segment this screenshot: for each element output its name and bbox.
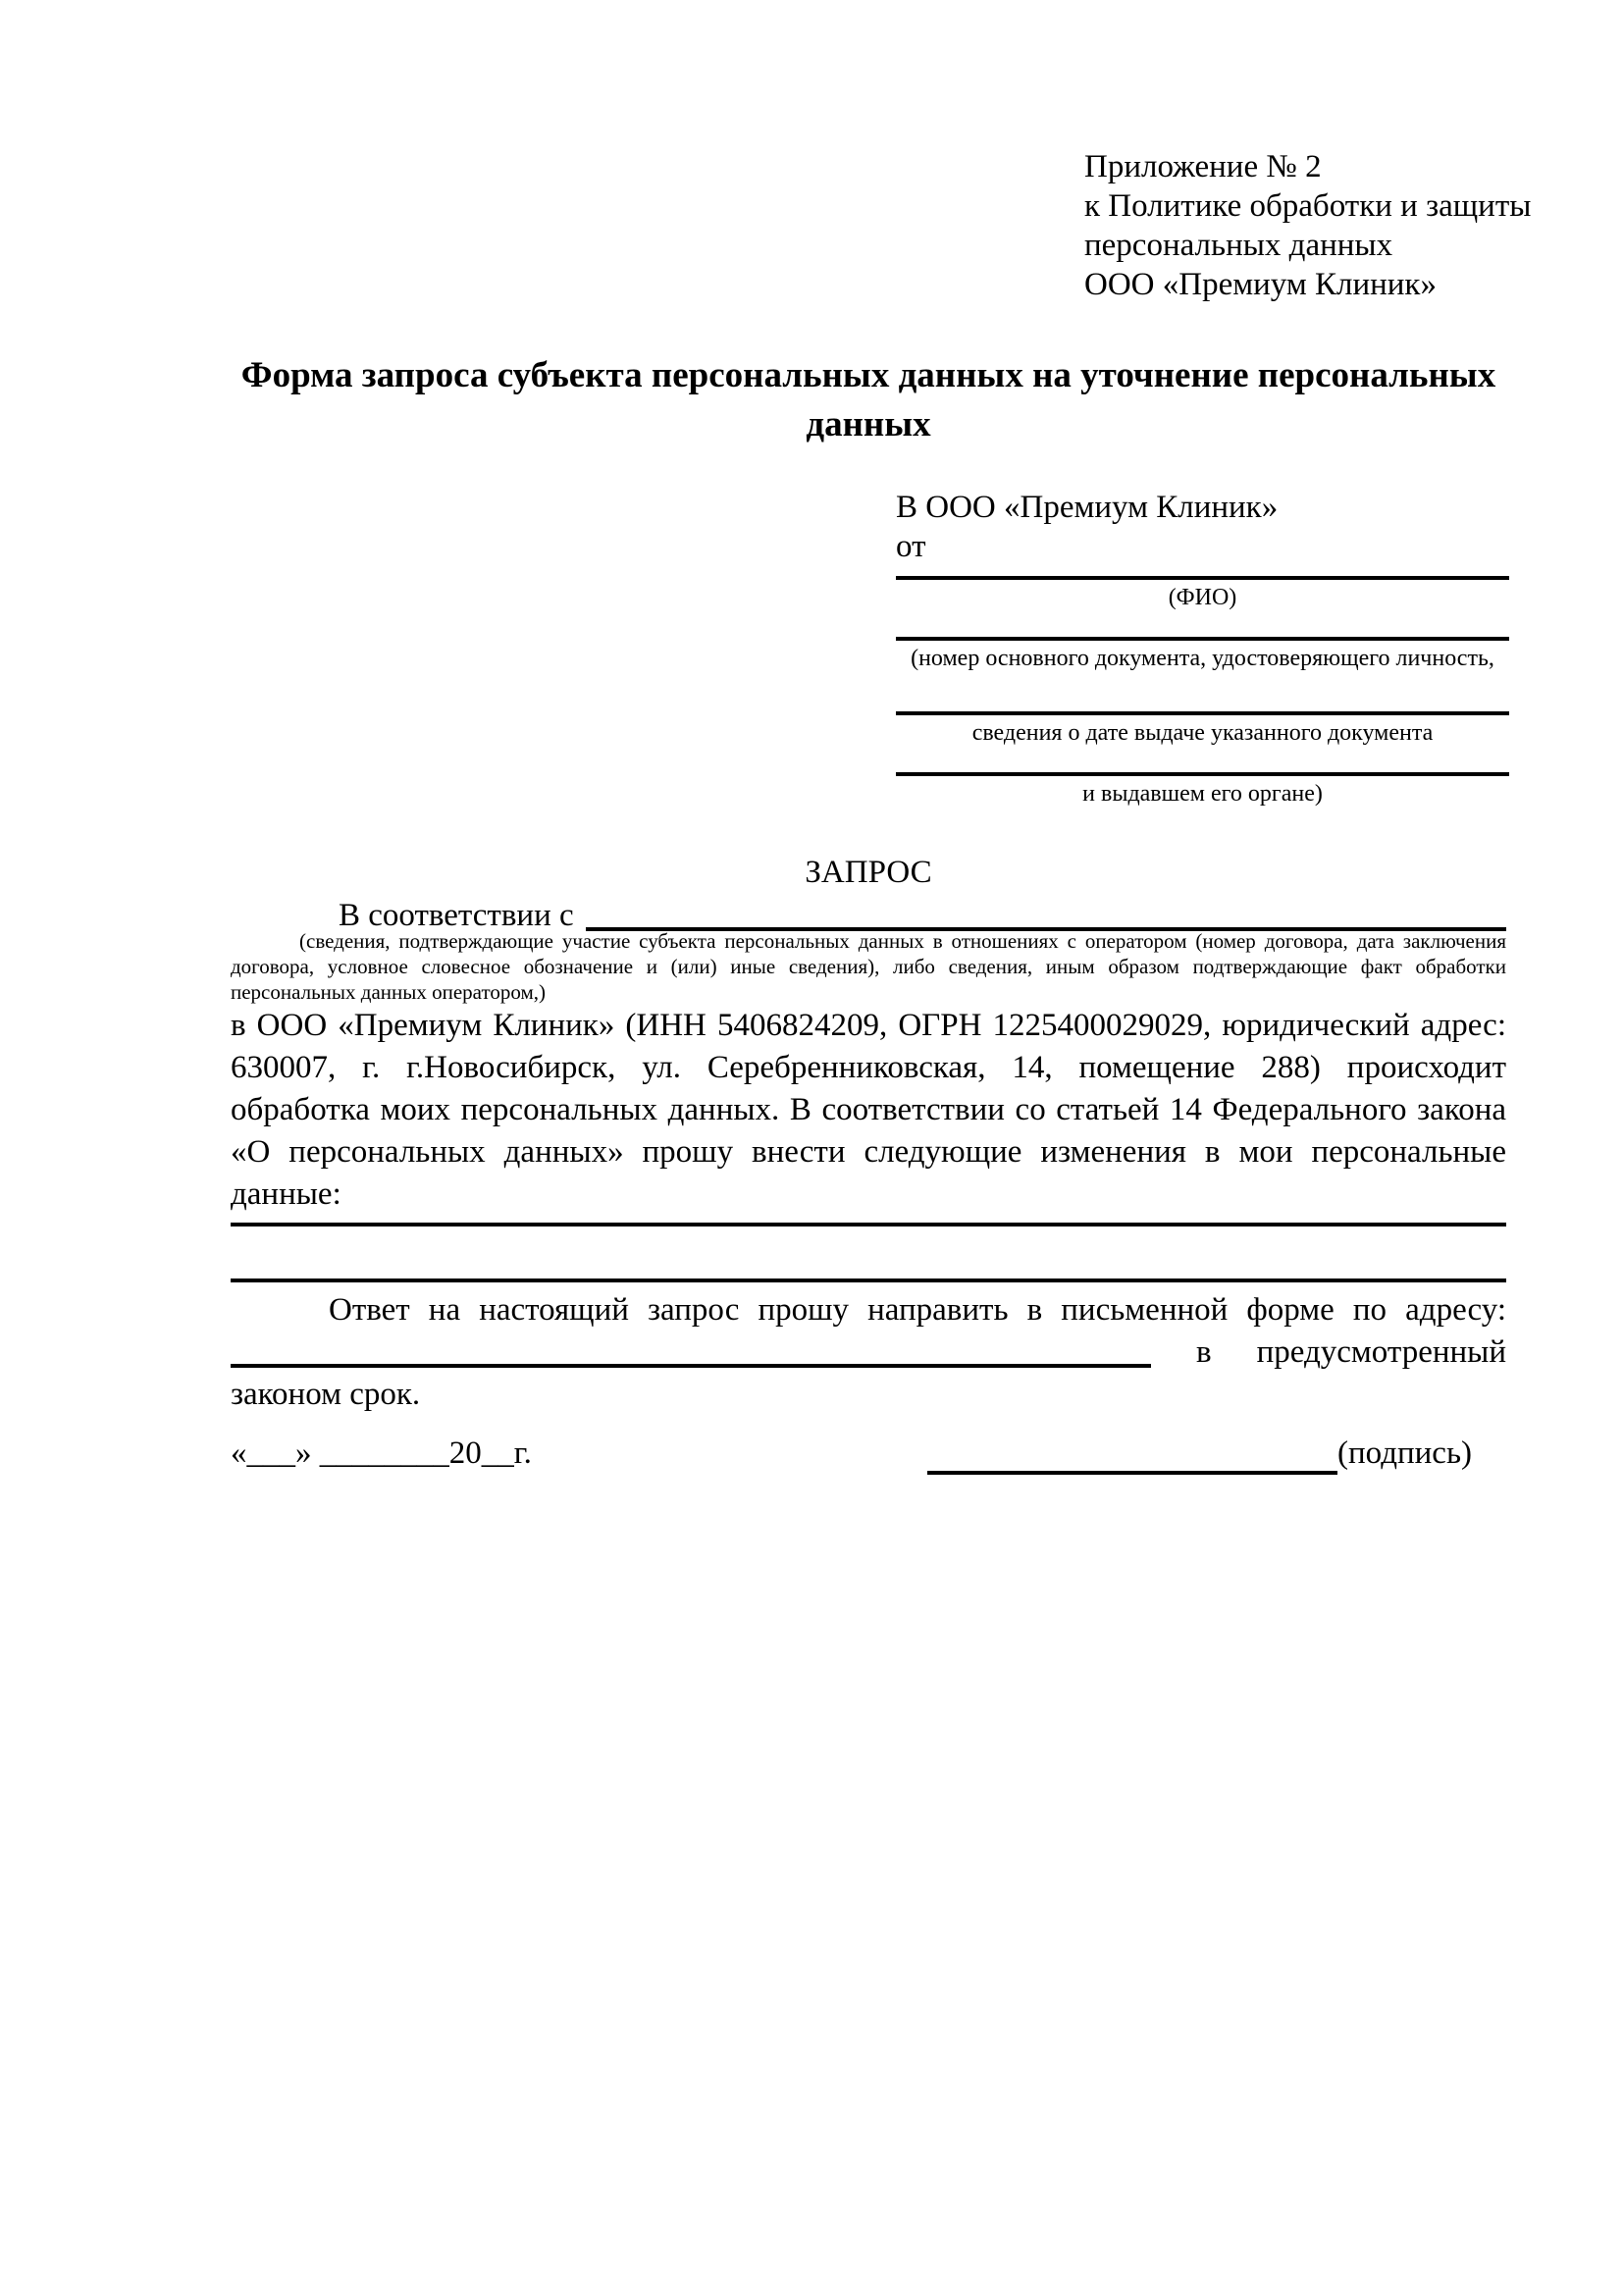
address-blank-line (231, 1364, 1151, 1368)
doc-issuer-blank-line (896, 772, 1509, 776)
doc-number-caption: (номер основного документа, удостоверяющего личность, (911, 646, 1494, 671)
signature-blank-line (927, 1471, 1337, 1475)
reply-address-line (231, 1331, 1506, 1374)
appendix-line: Приложение № 2 (1084, 149, 1322, 184)
appendix-line: ООО «Премиум Клиник» (1084, 267, 1437, 302)
doc-number-blank-line (896, 637, 1509, 641)
request-body: в ООО «Премиум Клиник» (ИНН 5406824209, ОГРН 1225400029029, юридический адрес: 630007, г. г.Новосибирск, ул. Серебренниковская, 14, помещение 288) происходит обработка моих персональных данных. В соответствии со статьей 14 Федерального закона «О персональных данных» прошу внести следующие изменения в мои персональные данные: (231, 1008, 1506, 1212)
recipient-block (896, 488, 1509, 808)
document-title: Форма запроса субъекта персональных данных на уточнение персональных данных (240, 355, 1496, 444)
doc-date-caption: сведения о дате выдаче указанного документа (971, 720, 1434, 746)
doc-issuer-caption: и выдавшем его органе) (1082, 781, 1323, 807)
appendix-line: персональных данных (1084, 228, 1393, 263)
doc-date-blank-line (896, 711, 1509, 715)
changes-blank-line-1 (231, 1223, 1506, 1226)
signature-caption: (подпись) (1337, 1435, 1472, 1471)
footer-block (231, 1428, 1506, 1487)
reply-tail: законом срок. (231, 1377, 421, 1412)
reply-sentence: Ответ на настоящий запрос прошу направить в письменной форме по адресу: (329, 1292, 1506, 1328)
date-blank: «___» ________20__г. (231, 1435, 532, 1471)
appendix-block (1084, 147, 1531, 304)
recipient-to: В ООО «Премиум Клиник» (896, 490, 1279, 525)
changes-blank-line-2 (231, 1278, 1506, 1282)
request-heading: ЗАПРОС (805, 855, 932, 890)
basis-prefix: В соответствии с (339, 898, 574, 933)
fio-blank-line (896, 576, 1509, 580)
basis-note: (сведения, подтверждающие участие субъекта персональных данных в отношениях с оператором (номер договора, дата заключения договора, условное словесное обозначение и (или) иные сведения), либо сведения, иным образом подтверждающие факт обработки персональных данных оператором,) (231, 929, 1506, 1004)
reply-word: предусмотренный (1256, 1334, 1506, 1370)
reply-word: в (1196, 1334, 1212, 1370)
recipient-from-label: от (896, 529, 926, 564)
fio-caption: (ФИО) (1168, 585, 1237, 610)
appendix-line: к Политике обработки и защиты (1084, 188, 1532, 224)
